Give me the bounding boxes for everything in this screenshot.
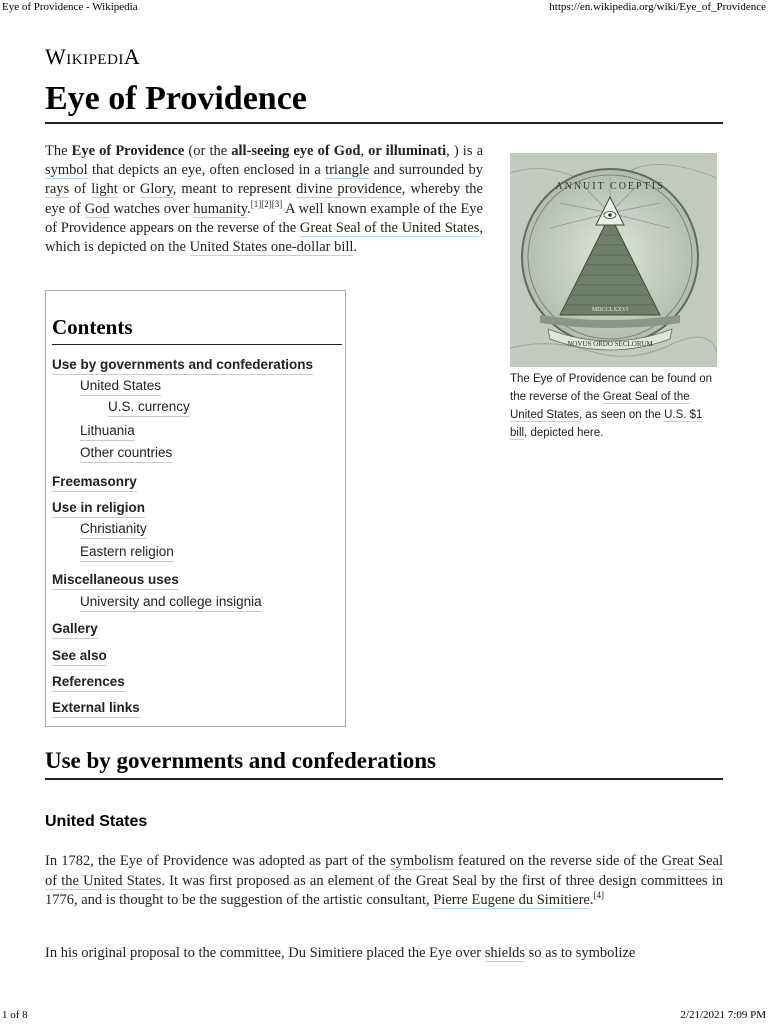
thumbnail-caption — [510, 370, 718, 442]
table-of-contents — [45, 290, 346, 727]
link-rays[interactable]: rays — [45, 181, 70, 198]
link-pierre-eugene-du-simitiere[interactable]: Pierre Eugene du Simitiere — [433, 892, 590, 908]
link-us-1-bill[interactable]: U.S. $1 bill — [510, 409, 703, 439]
lead-text: that depicts an eye, often enclosed in a — [87, 162, 326, 179]
lead-bold-term: or illuminati — [368, 143, 447, 159]
lead-text: The — [45, 143, 72, 159]
print-footer-datetime: 2/21/2021 7:09 PM — [680, 1009, 766, 1021]
lead-bold-term: Eye of Providence — [71, 143, 185, 159]
lead-text: and surrounded by — [369, 162, 484, 179]
citation-ref[interactable]: [4] — [593, 890, 604, 901]
print-footer — [0, 1008, 768, 1024]
toc-item-gallery[interactable]: Gallery — [52, 621, 98, 639]
thumbnail-figure — [510, 153, 718, 442]
seal-motto-top: ANNUIT COEPTIS — [555, 181, 665, 192]
print-footer-page: 1 of 8 — [2, 1009, 28, 1021]
link-light[interactable]: light — [91, 181, 118, 198]
print-header-url: https://en.wikipedia.org/wiki/Eye_of_Providence — [549, 1, 766, 13]
toc-item-freemasonry[interactable]: Freemasonry — [52, 474, 137, 492]
lead-text: , — [360, 143, 369, 159]
link-god[interactable]: God — [84, 200, 110, 217]
great-seal-illustration — [510, 153, 717, 367]
lead-text: A well known example of the Eye of Providence appears on the reverse of the — [45, 200, 483, 236]
link-symbolism[interactable]: symbolism — [390, 853, 454, 869]
toc-item-use-in-religion[interactable]: Use in religion — [52, 500, 145, 518]
page-title: Eye of Providence — [45, 80, 723, 124]
lead-text: , whereby the eye of — [45, 181, 483, 217]
toc-item-us-currency[interactable]: U.S. currency — [108, 399, 190, 417]
link-symbol[interactable]: symbol — [45, 162, 88, 179]
lead-text: of — [69, 181, 92, 198]
body-text: In 1782, the Eye of Providence was adopted as part of the — [45, 853, 391, 869]
link-glory[interactable]: Glory — [139, 181, 173, 198]
lead-text: , ) is a — [446, 143, 484, 159]
toc-item-external-links[interactable]: External links — [52, 700, 140, 718]
body-text: . — [589, 892, 594, 908]
link-great-seal[interactable]: Great Seal of the United States — [299, 219, 480, 236]
link-great-seal-caption[interactable]: Great Seal of the United States — [510, 391, 690, 421]
caption-text: The Eye of Providence can be found on the reverse of the — [510, 373, 713, 403]
caption-text: , depicted here. — [524, 427, 604, 439]
toc-item-university-insignia[interactable]: University and college insignia — [80, 594, 262, 612]
wikipedia-wordmark[interactable]: WikipediA — [45, 44, 141, 69]
toc-item-references[interactable]: References — [52, 674, 125, 692]
lead-text: . — [247, 200, 251, 217]
link-humanity[interactable]: humanity — [193, 200, 248, 217]
toc-item-other-countries[interactable]: Other countries — [80, 445, 172, 463]
body-text: . It was first proposed as an element of the Great Seal by the first of three design committees in 1776, and is thought to be the suggestion of the artistic consultant, — [45, 872, 723, 908]
toc-item-use-by-governments[interactable]: Use by governments and confederations — [52, 357, 313, 375]
citation-refs[interactable]: [1][2][3] — [250, 198, 283, 209]
link-one-dollar-bill[interactable]: United States one-dollar bill — [189, 239, 354, 256]
link-divine-providence[interactable]: divine providence — [296, 181, 402, 198]
lead-text: , which is depicted on the — [45, 219, 483, 256]
body-text: In his original proposal to the committee, Du Simitiere placed the Eye over — [45, 945, 485, 961]
link-triangle[interactable]: triangle — [325, 162, 370, 179]
lead-text: , meant to represent — [172, 181, 297, 198]
toc-item-lithuania[interactable]: Lithuania — [80, 423, 135, 441]
great-seal-image[interactable] — [510, 153, 717, 367]
body-paragraph-2 — [45, 944, 723, 964]
print-header — [0, 0, 768, 16]
lead-bold-term: all-seeing eye of God — [231, 143, 361, 159]
toc-title: Contents — [52, 315, 342, 345]
caption-text: , as seen on the — [579, 409, 665, 421]
lead-paragraph — [45, 142, 483, 257]
section-heading: Use by governments and confederations — [45, 748, 723, 780]
lead-text: (or the — [184, 143, 232, 159]
link-great-seal-body[interactable]: Great Seal of the United States — [45, 853, 723, 889]
lead-text: or — [117, 181, 140, 198]
toc-item-miscellaneous-uses[interactable]: Miscellaneous uses — [52, 572, 179, 590]
toc-item-eastern-religion[interactable]: Eastern religion — [80, 544, 174, 562]
lead-text: watches over — [109, 200, 194, 217]
body-text: so as to symbolize — [525, 945, 636, 961]
lead-text: . — [353, 239, 358, 256]
body-paragraph-1 — [45, 852, 723, 911]
subsection-heading: United States — [45, 813, 148, 830]
body-text: featured on the reverse side of the — [453, 853, 662, 869]
toc-item-see-also[interactable]: See also — [52, 648, 107, 666]
toc-item-christianity[interactable]: Christianity — [80, 521, 147, 539]
print-header-title: Eye of Providence - Wikipedia — [2, 1, 138, 13]
seal-roman-numeral: MDCCLXXVI — [591, 307, 629, 313]
link-shields[interactable]: shields — [484, 945, 525, 961]
seal-motto-bottom: NOVUS ORDO SECLORUM — [567, 340, 653, 348]
toc-item-united-states[interactable]: United States — [80, 378, 161, 396]
